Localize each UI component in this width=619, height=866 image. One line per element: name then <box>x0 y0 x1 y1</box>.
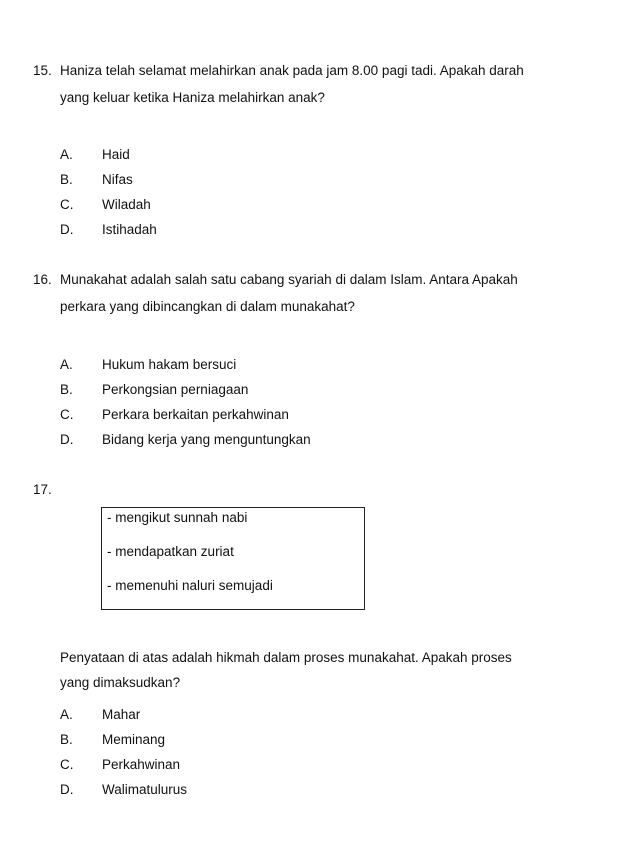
option-label: A. <box>60 147 73 162</box>
option-text: Nifas <box>102 172 133 187</box>
question-stem-line: Munakahat adalah salah satu cabang syariah di dalam Islam. Antara Apakah <box>60 272 518 287</box>
question-number: 15. <box>33 63 52 78</box>
statement-box <box>101 507 365 610</box>
question-stem-line: yang keluar ketika Haniza melahirkan anak? <box>60 90 325 105</box>
question-number: 17. <box>33 482 52 497</box>
option-label: A. <box>60 707 73 722</box>
option-text: Perkara berkaitan perkahwinan <box>102 407 289 422</box>
option-text: Istihadah <box>102 222 157 237</box>
question-stem-line: Haniza telah selamat melahirkan anak pada jam 8.00 pagi tadi. Apakah darah <box>60 63 524 78</box>
question-stem-line: yang dimaksudkan? <box>60 675 181 690</box>
option-text: Mahar <box>102 707 141 722</box>
option-label: D. <box>60 432 74 447</box>
option-text: Bidang kerja yang menguntungkan <box>102 432 311 447</box>
question-number: 16. <box>33 272 52 287</box>
statement-item: - mendapatkan zuriat <box>107 544 234 559</box>
option-label: D. <box>60 782 74 797</box>
option-label: C. <box>60 407 74 422</box>
option-text: Hukum hakam bersuci <box>102 357 237 372</box>
question-stem-line: Penyataan di atas adalah hikmah dalam proses munakahat. Apakah proses <box>60 650 512 665</box>
statement-item: - memenuhi naluri semujadi <box>107 578 273 593</box>
option-label: C. <box>60 197 74 212</box>
statement-item: - mengikut sunnah nabi <box>107 510 248 525</box>
option-text: Walimatulurus <box>102 782 188 797</box>
option-text: Perkongsian perniagaan <box>102 382 249 397</box>
option-text: Wiladah <box>102 197 151 212</box>
option-text: Meminang <box>102 732 166 747</box>
option-label: C. <box>60 757 74 772</box>
option-label: D. <box>60 222 74 237</box>
option-text: Haid <box>102 147 130 162</box>
option-label: B. <box>60 732 73 747</box>
option-label: A. <box>60 357 73 372</box>
question-stem-line: perkara yang dibincangkan di dalam munakahat? <box>60 299 355 314</box>
option-text: Perkahwinan <box>102 757 181 772</box>
option-label: B. <box>60 382 73 397</box>
option-label: B. <box>60 172 73 187</box>
